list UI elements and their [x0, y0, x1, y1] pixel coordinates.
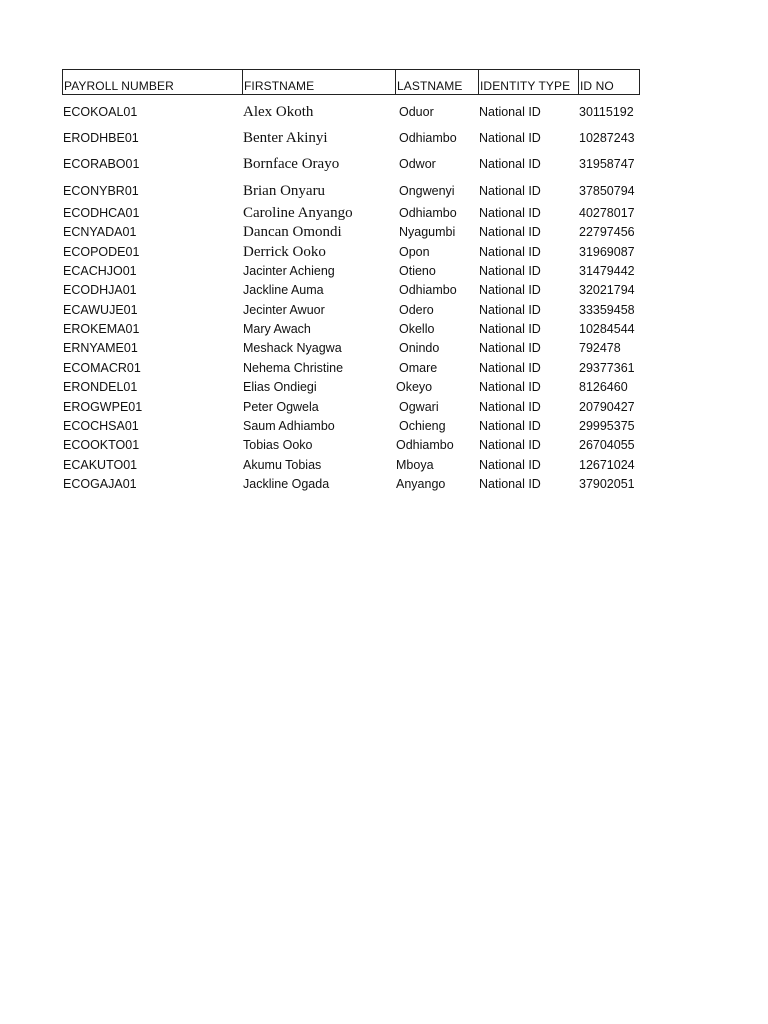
table-row	[62, 359, 662, 378]
identity-type-cell[interactable]: National ID	[479, 183, 541, 198]
payroll-number-cell[interactable]: ERONDEL01	[63, 380, 138, 395]
payroll-number-cell[interactable]: ECONYBR01	[63, 183, 139, 198]
payroll-number-cell[interactable]: ECOMACR01	[63, 360, 141, 375]
identity-type-cell[interactable]: National ID	[479, 380, 541, 395]
id-no-cell[interactable]: 22797456	[579, 225, 635, 240]
id-no-cell[interactable]: 31958747	[579, 157, 635, 172]
payroll-number-cell[interactable]: ECORABO01	[63, 157, 140, 172]
table-row	[62, 301, 662, 320]
identity-type-cell[interactable]: National ID	[479, 225, 541, 240]
identity-type-cell[interactable]: National ID	[479, 205, 541, 220]
table-row	[62, 151, 662, 177]
identity-type-cell[interactable]: National ID	[479, 419, 541, 434]
id-no-cell[interactable]: 32021794	[579, 283, 635, 298]
firstname-cell[interactable]: Caroline Anyango	[243, 204, 353, 221]
table-row	[62, 436, 662, 455]
table-row	[62, 378, 662, 397]
identity-type-cell[interactable]: National ID	[479, 244, 541, 259]
lastname-cell[interactable]: Ochieng	[399, 419, 446, 434]
identity-type-cell[interactable]: National ID	[479, 105, 541, 119]
header-id-no[interactable]: ID NO	[578, 69, 640, 95]
table-row	[62, 125, 662, 151]
id-no-cell[interactable]: 10287243	[579, 131, 635, 146]
table-header-row	[62, 69, 662, 95]
lastname-cell[interactable]: Odhiambo	[399, 131, 457, 146]
identity-type-cell[interactable]: National ID	[479, 131, 541, 146]
lastname-cell[interactable]: Odwor	[399, 157, 436, 172]
identity-type-cell[interactable]: National ID	[479, 302, 541, 317]
firstname-cell[interactable]: Tobias Ooko	[243, 438, 313, 453]
payroll-number-cell[interactable]: ECOPODE01	[63, 244, 140, 259]
table-row	[62, 99, 662, 125]
payroll-number-cell[interactable]: ECOCHSA01	[63, 419, 139, 434]
id-no-cell[interactable]: 29377361	[579, 360, 635, 375]
lastname-cell[interactable]: Odhiambo	[399, 205, 457, 220]
id-no-cell[interactable]: 31969087	[579, 244, 635, 259]
id-no-cell[interactable]: 792478	[579, 341, 621, 356]
firstname-cell[interactable]: Derrick Ooko	[243, 243, 326, 260]
lastname-cell[interactable]: Opon	[399, 244, 430, 259]
payroll-number-cell[interactable]: ECOGAJA01	[63, 477, 137, 492]
id-no-cell[interactable]: 29995375	[579, 419, 635, 434]
payroll-number-cell[interactable]: ECACHJO01	[63, 263, 137, 278]
table-row	[62, 281, 662, 300]
payroll-number-cell[interactable]: ECAWUJE01	[63, 302, 138, 317]
payroll-number-cell[interactable]: ECODHCA01	[63, 205, 140, 220]
firstname-cell[interactable]: Jackline Auma	[243, 283, 324, 298]
firstname-cell[interactable]: Brian Onyaru	[243, 182, 326, 199]
spreadsheet-table	[62, 69, 662, 495]
lastname-cell[interactable]: Okeyo	[396, 380, 433, 395]
id-no-cell[interactable]: 31479442	[579, 263, 635, 278]
firstname-cell[interactable]: Alex Okoth	[243, 104, 314, 120]
firstname-cell[interactable]: Peter Ogwela	[243, 399, 319, 414]
firstname-cell[interactable]: Jackline Ogada	[243, 477, 330, 492]
table-row	[62, 204, 662, 223]
firstname-cell[interactable]: Akumu Tobias	[243, 457, 322, 472]
firstname-cell[interactable]: Mary Awach	[243, 322, 311, 337]
id-no-cell[interactable]: 10284544	[579, 322, 635, 337]
table-row	[62, 223, 662, 242]
payroll-number-cell[interactable]: EROKEMA01	[63, 322, 140, 337]
identity-type-cell[interactable]: National ID	[479, 263, 541, 278]
lastname-cell[interactable]: Odhiambo	[399, 283, 457, 298]
payroll-number-cell[interactable]: ERODHBE01	[63, 131, 139, 146]
table-row	[62, 243, 662, 262]
lastname-cell[interactable]: Okello	[399, 322, 435, 337]
id-no-cell[interactable]: 37902051	[579, 477, 635, 492]
payroll-number-cell[interactable]: ECOKOAL01	[63, 105, 138, 119]
firstname-cell[interactable]: Saum Adhiambo	[243, 419, 335, 434]
lastname-cell[interactable]: Anyango	[396, 477, 446, 492]
id-no-cell[interactable]: 33359458	[579, 302, 635, 317]
lastname-cell[interactable]: Onindo	[399, 341, 440, 356]
firstname-cell[interactable]: Dancan Omondi	[243, 224, 342, 241]
firstname-cell[interactable]: Benter Akinyi	[243, 130, 328, 147]
identity-type-cell[interactable]: National ID	[479, 322, 541, 337]
header-firstname[interactable]: FIRSTNAME	[242, 69, 395, 95]
firstname-cell[interactable]: Jacinter Achieng	[243, 263, 335, 278]
table-row	[62, 178, 662, 204]
lastname-cell[interactable]: Ongwenyi	[399, 183, 455, 198]
id-no-cell[interactable]: 37850794	[579, 183, 635, 198]
lastname-cell[interactable]: Odhiambo	[396, 438, 454, 453]
firstname-cell[interactable]: Bornface Orayo	[243, 156, 340, 173]
table-body	[62, 99, 662, 495]
table-row	[62, 456, 662, 475]
lastname-cell[interactable]: Nyagumbi	[399, 225, 456, 240]
identity-type-cell[interactable]: National ID	[479, 477, 541, 492]
payroll-number-cell[interactable]: ECAKUTO01	[63, 457, 138, 472]
header-payroll-number[interactable]: PAYROLL NUMBER	[62, 69, 242, 95]
identity-type-cell[interactable]: National ID	[479, 360, 541, 375]
firstname-cell[interactable]: Meshack Nyagwa	[243, 341, 342, 356]
table-row	[62, 320, 662, 339]
id-no-cell[interactable]: 40278017	[579, 205, 635, 220]
table-row	[62, 475, 662, 494]
payroll-number-cell[interactable]: EROGWPE01	[63, 399, 143, 414]
lastname-cell[interactable]: Odero	[399, 302, 434, 317]
id-no-cell[interactable]: 20790427	[579, 399, 635, 414]
payroll-number-cell[interactable]: ECODHJA01	[63, 283, 137, 298]
payroll-number-cell[interactable]: ECNYADA01	[63, 225, 137, 240]
payroll-number-cell[interactable]: ECOOKTO01	[63, 438, 140, 453]
firstname-cell[interactable]: Nehema Christine	[243, 360, 344, 375]
identity-type-cell[interactable]: National ID	[479, 341, 541, 356]
identity-type-cell[interactable]: National ID	[479, 157, 541, 172]
firstname-cell[interactable]: Jecinter Awuor	[243, 302, 325, 317]
lastname-cell[interactable]: Ogwari	[399, 399, 439, 414]
identity-type-cell[interactable]: National ID	[479, 457, 541, 472]
header-identity-type[interactable]: IDENTITY TYPE	[478, 69, 578, 95]
identity-type-cell[interactable]: National ID	[479, 399, 541, 414]
table-row	[62, 262, 662, 281]
identity-type-cell[interactable]: National ID	[479, 438, 541, 453]
firstname-cell[interactable]: Elias Ondiegi	[243, 380, 317, 395]
table-row	[62, 398, 662, 417]
header-lastname[interactable]: LASTNAME	[395, 69, 478, 95]
id-no-cell[interactable]: 26704055	[579, 438, 635, 453]
table-row	[62, 339, 662, 358]
id-no-cell[interactable]: 12671024	[579, 457, 635, 472]
payroll-number-cell[interactable]: ERNYAME01	[63, 341, 138, 356]
identity-type-cell[interactable]: National ID	[479, 283, 541, 298]
id-no-cell[interactable]: 8126460	[579, 380, 628, 395]
lastname-cell[interactable]: Oduor	[399, 105, 434, 119]
lastname-cell[interactable]: Otieno	[399, 263, 436, 278]
lastname-cell[interactable]: Mboya	[396, 457, 434, 472]
lastname-cell[interactable]: Omare	[399, 360, 438, 375]
id-no-cell[interactable]: 30115192	[579, 105, 634, 119]
table-row	[62, 417, 662, 436]
